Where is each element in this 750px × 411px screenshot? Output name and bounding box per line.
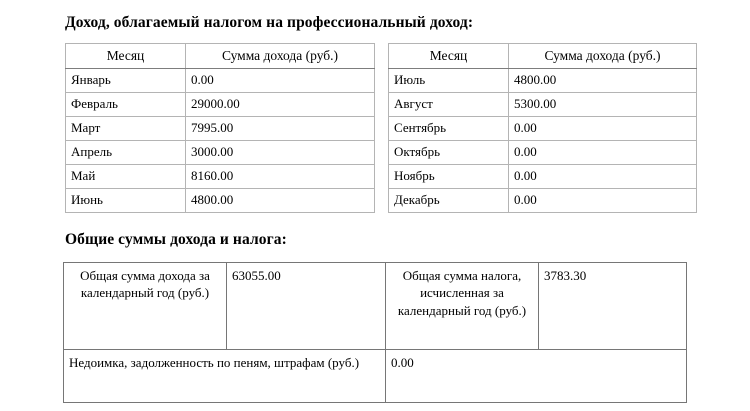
table-row bbox=[66, 117, 375, 141]
totals-table bbox=[63, 262, 687, 403]
table-row bbox=[389, 165, 697, 189]
cell-amount: 4800.00 bbox=[509, 69, 697, 93]
column-header-amount: Сумма дохода (руб.) bbox=[186, 44, 375, 69]
cell-amount: 8160.00 bbox=[186, 165, 375, 189]
totals-section-heading: Общие суммы дохода и налога: bbox=[65, 231, 287, 248]
table-row bbox=[389, 93, 697, 117]
cell-amount: 0.00 bbox=[509, 141, 697, 165]
cell-month: Май bbox=[66, 165, 186, 189]
table-row bbox=[66, 69, 375, 93]
table-row bbox=[389, 117, 697, 141]
table-row bbox=[389, 69, 697, 93]
cell-month: Сентябрь bbox=[389, 117, 509, 141]
cell-month: Январь bbox=[66, 69, 186, 93]
column-header-month: Месяц bbox=[389, 44, 509, 69]
cell-amount: 0.00 bbox=[186, 69, 375, 93]
table-row bbox=[64, 350, 687, 403]
monthly-income-table-second-half bbox=[388, 43, 697, 213]
arrears-value: 0.00 bbox=[386, 350, 687, 403]
total-income-label: Общая сумма дохода за календарный год (руб.) bbox=[64, 263, 227, 350]
cell-month: Июль bbox=[389, 69, 509, 93]
table-row bbox=[64, 263, 687, 350]
table-header-row bbox=[389, 44, 697, 69]
cell-amount: 4800.00 bbox=[186, 189, 375, 213]
cell-month: Ноябрь bbox=[389, 165, 509, 189]
cell-month: Февраль bbox=[66, 93, 186, 117]
cell-month: Март bbox=[66, 117, 186, 141]
table-row bbox=[389, 189, 697, 213]
cell-amount: 0.00 bbox=[509, 189, 697, 213]
total-tax-label: Общая сумма налога, исчисленная за календарный год (руб.) bbox=[386, 263, 539, 350]
cell-month: Август bbox=[389, 93, 509, 117]
total-tax-value: 3783.30 bbox=[539, 263, 687, 350]
cell-amount: 3000.00 bbox=[186, 141, 375, 165]
arrears-label: Недоимка, задолженность по пеням, штрафам (руб.) bbox=[64, 350, 386, 403]
table-row bbox=[389, 141, 697, 165]
column-header-month: Месяц bbox=[66, 44, 186, 69]
cell-month: Апрель bbox=[66, 141, 186, 165]
table-row bbox=[66, 141, 375, 165]
monthly-income-table-first-half bbox=[65, 43, 375, 213]
cell-amount: 5300.00 bbox=[509, 93, 697, 117]
table-row bbox=[66, 165, 375, 189]
cell-month: Октябрь bbox=[389, 141, 509, 165]
column-header-amount: Сумма дохода (руб.) bbox=[509, 44, 697, 69]
table-header-row bbox=[66, 44, 375, 69]
cell-amount: 7995.00 bbox=[186, 117, 375, 141]
cell-amount: 0.00 bbox=[509, 117, 697, 141]
income-section-heading: Доход, облагаемый налогом на профессиональный доход: bbox=[65, 14, 474, 31]
cell-month: Декабрь bbox=[389, 189, 509, 213]
cell-month: Июнь bbox=[66, 189, 186, 213]
table-row bbox=[66, 189, 375, 213]
table-row bbox=[66, 93, 375, 117]
cell-amount: 0.00 bbox=[509, 165, 697, 189]
cell-amount: 29000.00 bbox=[186, 93, 375, 117]
total-income-value: 63055.00 bbox=[227, 263, 386, 350]
